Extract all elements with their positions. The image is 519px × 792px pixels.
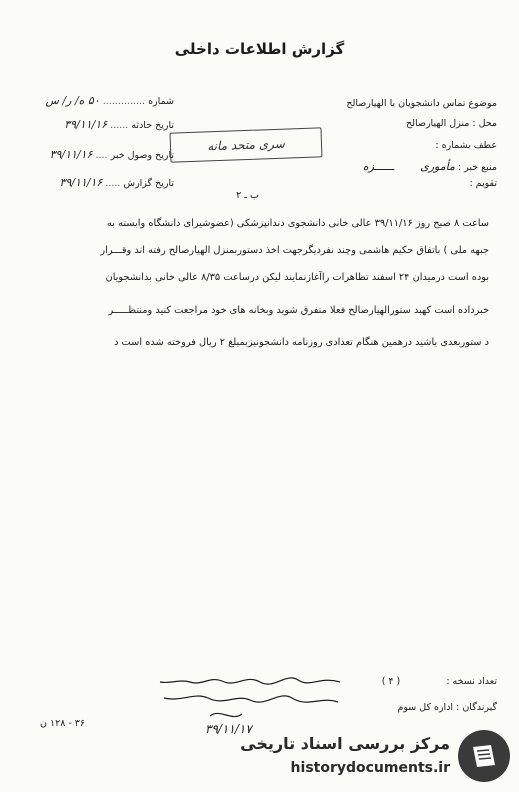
body-line: بوده است درمیدان ۲۴ اسفند تظاهرات راآغازنمایند لیکن درساعت ۸/۳۵ عالی خانی بدانشجویان (105, 272, 489, 283)
source-label: منبع خبر : (457, 162, 497, 173)
number-value: ۵۰ ه/ ر/ س (45, 94, 100, 107)
recipients-row (397, 702, 497, 713)
report-title: گزارش اطلاعات داخلی (174, 40, 345, 58)
subject-line: موضوع تماس دانشجویان با الهیارصالح (346, 98, 497, 109)
number-label: شماره (148, 96, 174, 107)
recipients-value: اداره کل سوم (397, 702, 454, 713)
reference-label: عطف بشماره : (435, 140, 497, 151)
evaluation-value: ب ـ ۲ (236, 190, 259, 201)
incident-date-row: تاریخ حادثه ...... ۳۹/۱۱/۱۶ (64, 118, 174, 131)
copies-value: ( ۴ ) (381, 676, 401, 687)
received-date-row: تاریخ وصول خبر .... ۳۹/۱۱/۱۶ (49, 148, 174, 161)
classification-stamp: سری متحد مانه (170, 127, 323, 162)
copies-label: تعداد نسخه : (446, 676, 497, 687)
report-date-label: تاریخ گزارش (123, 178, 174, 189)
evaluation-label: تقویم : (469, 178, 497, 189)
archive-title: مرکز بررسی اسناد تاریخی (240, 734, 450, 753)
source-value: مأموری (420, 160, 455, 173)
recipients-label: گیرندگان : (456, 702, 497, 713)
received-date-value: ۳۹/۱۱/۱۶ (49, 148, 93, 161)
copies-row (382, 676, 497, 687)
body-line: ساعت ۸ صبح روز ۳۹/۱۱/۱۶ عالی خانی دانشجوی دندانپزشکی (عضوشیرای دانشگاه وابسته به (106, 218, 489, 229)
body-line: د ستوربعدی باشید درهمین هنگام تعدادی روزنامه دانشجونیزبمبلغ ۲ ریال فروخته شده است د (114, 337, 489, 348)
incident-date-label: تاریخ حادثه (131, 120, 174, 131)
source-row (363, 160, 497, 173)
handwritten-date: ۳۹/۱۱/۱۷ (205, 722, 252, 736)
source-name: ــــــزه (362, 160, 395, 173)
body-line: خبرداده است کهبد ستورالهیارصالح فعلا متفرق شوید وبخانه های خود مراجعت کنید ومنتظـــــر (108, 305, 489, 316)
archive-url: historydocuments.ir (290, 760, 450, 776)
received-date-label: تاریخ وصول خبر (110, 150, 174, 161)
archive-watermark (240, 728, 510, 788)
incident-date-value: ۳۹/۱۱/۱۶ (64, 118, 108, 131)
number-row: شماره .............. ۵۰ ه/ ر/ س (45, 94, 174, 107)
document-code: ۳۶ - ۱۲۸ ن (40, 718, 85, 729)
location-line: محل : منزل الهیارصالح (405, 118, 497, 129)
body-line: جبهه ملی ) باتفاق حکیم هاشمی وچند نفردیگرجهت اخذ دستوربمنزل الهیارصالح رفته اند وقـــرار (100, 245, 489, 256)
report-date-value: ۳۹/۱۱/۱۶ (59, 176, 103, 189)
archive-logo-icon (458, 730, 510, 782)
report-date-row: تاریخ گزارش ..... ۳۹/۱۱/۱۶ (59, 176, 174, 189)
